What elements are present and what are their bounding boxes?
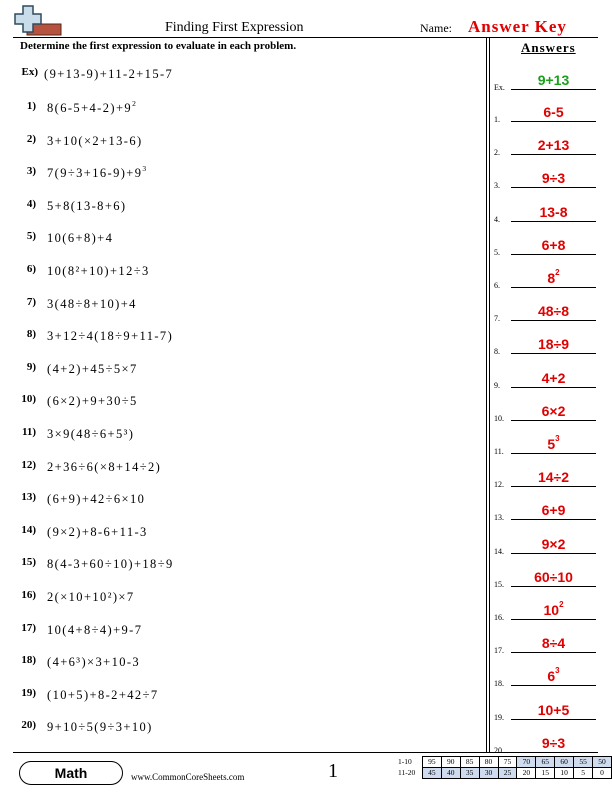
expression-text: 2+36÷6(×8+14÷2) <box>47 459 162 474</box>
problem-row <box>0 491 480 511</box>
answer-value <box>511 502 596 518</box>
answer-value <box>511 668 596 684</box>
exponent: 3 <box>555 666 560 676</box>
answer-line <box>511 254 596 255</box>
score-cell: 65 <box>536 757 555 768</box>
problem-expression <box>47 557 174 572</box>
answer-line <box>511 652 596 653</box>
score-cell: 20 <box>517 768 536 779</box>
problem-number: 5) <box>26 230 36 243</box>
problem-expression <box>47 427 134 442</box>
exponent: 2 <box>132 99 138 108</box>
answer-number: 18. <box>494 679 504 689</box>
expression-text: (4+2)+45÷5×7 <box>47 361 138 376</box>
expression-text: 8(6-5+4-2)+9 <box>47 101 133 115</box>
answer-text: 60÷10 <box>534 568 573 585</box>
answer-value <box>511 702 596 718</box>
answer-line <box>511 154 596 155</box>
website-text: www.CommonCoreSheets.com <box>131 772 245 782</box>
score-range-label: 11-20 <box>398 768 416 777</box>
answer-line <box>511 89 596 90</box>
problem-row <box>0 100 480 120</box>
instructions: Determine the first expression to evaluate in each problem. <box>20 40 297 52</box>
score-cell: 45 <box>422 768 441 779</box>
answer-line <box>511 519 596 520</box>
problem-expression <box>47 362 138 377</box>
problem-number: 15) <box>21 556 36 569</box>
problem-number: 19) <box>21 686 36 699</box>
problem-expression <box>47 134 143 149</box>
problem-expression <box>47 394 138 409</box>
problem-number: 8) <box>26 328 36 341</box>
answer-value <box>511 104 596 120</box>
answer-text: 8 <box>547 270 556 286</box>
answer-number: 13. <box>494 513 504 523</box>
problem-row <box>0 198 480 218</box>
score-cell: 60 <box>555 757 574 768</box>
answer-number: 20. <box>494 745 504 755</box>
answer-number: 3. <box>494 181 500 191</box>
answer-text: 6 <box>547 668 556 685</box>
answer-number: 8. <box>494 347 500 357</box>
answer-text: 6+8 <box>541 236 566 253</box>
problem-expression <box>47 590 135 605</box>
footer-divider <box>13 752 598 753</box>
answer-line <box>511 221 596 222</box>
answer-row <box>494 500 606 522</box>
answer-row <box>494 633 606 655</box>
answer-row <box>494 102 606 124</box>
answer-line <box>511 586 596 587</box>
expression-text: 10(4+8÷4)+9-7 <box>47 622 143 637</box>
answer-line <box>511 486 596 487</box>
answer-text: 2+13 <box>537 137 570 154</box>
answer-text: 9÷3 <box>541 734 566 751</box>
answer-value <box>511 635 596 651</box>
problem-number: 14) <box>21 523 36 536</box>
problem-expression <box>47 655 140 670</box>
problem-expression <box>47 623 142 638</box>
answer-row <box>494 700 606 722</box>
problem-number: 12) <box>21 458 36 471</box>
answer-line <box>511 287 596 288</box>
problem-row <box>0 459 480 479</box>
problem-expression <box>47 492 145 507</box>
answer-value <box>511 336 596 352</box>
expression-text: 3+12÷4(18÷9+11-7) <box>47 329 174 344</box>
problem-row <box>0 589 480 609</box>
answer-text: 6+9 <box>541 502 566 519</box>
example-answer <box>494 70 606 92</box>
worksheet-title: Finding First Expression <box>165 20 304 35</box>
plus-sign-logo-icon <box>13 4 63 38</box>
answer-value <box>511 602 596 618</box>
problem-number: 11) <box>21 426 36 438</box>
answer-value <box>511 170 596 186</box>
expression-text: 2(×10+10²)×7 <box>47 590 135 604</box>
answer-row <box>494 168 606 190</box>
answer-text: 6-5 <box>543 104 564 120</box>
score-cell: 10 <box>555 768 574 779</box>
answer-line <box>511 353 596 354</box>
answer-row <box>494 268 606 290</box>
problem-expression <box>47 297 137 312</box>
answer-value <box>511 204 596 220</box>
problem-number: 3) <box>26 165 36 178</box>
answer-number: 19. <box>494 712 504 722</box>
answer-number: 16. <box>494 613 504 622</box>
score-cell: 85 <box>460 757 479 768</box>
problem-row <box>0 230 480 250</box>
score-cell: 40 <box>441 768 460 779</box>
answer-number: 7. <box>494 314 500 324</box>
expression-text: 10(8²+10)+12÷3 <box>47 264 150 278</box>
problem-row <box>0 296 480 316</box>
answer-value: 9+13 <box>537 72 570 88</box>
problem-row <box>0 263 480 283</box>
answer-line <box>511 420 596 421</box>
problem-row <box>0 687 480 707</box>
problem-expression <box>47 199 127 214</box>
score-cell: 15 <box>536 768 555 779</box>
name-label: Name: <box>420 21 452 35</box>
expression-text: (6×2)+9+30÷5 <box>47 394 138 409</box>
answer-row <box>494 368 606 390</box>
answer-text: 5 <box>547 436 556 452</box>
answer-number: 15. <box>494 579 504 589</box>
answer-text: 14÷2 <box>537 469 570 486</box>
problem-number: 17) <box>21 621 36 634</box>
problem-number: 20) <box>21 719 36 732</box>
answer-value <box>511 237 596 253</box>
answer-row <box>494 401 606 423</box>
score-cell: 50 <box>593 757 612 768</box>
expression-text: 7(9÷3+16-9)+9 <box>47 166 143 181</box>
answer-value <box>511 536 596 552</box>
answer-row <box>494 135 606 157</box>
expression-text: 3×9(48÷6+5³) <box>47 427 135 441</box>
problem-expression <box>47 460 161 475</box>
answer-row <box>494 600 606 622</box>
problem-row <box>0 133 480 153</box>
answer-row <box>494 534 606 556</box>
answer-value <box>511 137 596 153</box>
score-cell: 95 <box>422 757 441 768</box>
answer-row <box>494 202 606 224</box>
answer-value <box>511 270 596 286</box>
expression-text: (6+9)+42÷6×10 <box>47 492 146 507</box>
problem-expression <box>47 688 159 703</box>
problem-expression <box>47 720 153 735</box>
answer-row <box>494 666 606 688</box>
answer-row <box>494 567 606 589</box>
answer-line <box>511 187 596 188</box>
score-cell: 30 <box>479 768 498 779</box>
problem-row <box>0 361 480 381</box>
problem-row <box>0 328 480 348</box>
answer-row <box>494 434 606 456</box>
problem-row <box>0 719 480 739</box>
expression-text: (10+5)+8-2+42÷7 <box>47 687 159 702</box>
answer-text: 10 <box>543 602 560 618</box>
answer-line <box>511 619 596 620</box>
score-row <box>398 757 612 768</box>
answer-line <box>511 121 596 122</box>
page-number: 1 <box>328 760 338 782</box>
exponent: 2 <box>555 268 560 277</box>
problem-expression <box>47 329 173 344</box>
expression-text: (4+6³)×3+10-3 <box>47 655 141 670</box>
answer-line <box>511 553 596 554</box>
answer-number: 4. <box>494 214 500 224</box>
expression-text: 3(48÷8+10)+4 <box>47 296 137 311</box>
example-problem <box>0 66 480 86</box>
answer-column-divider-inner <box>489 37 490 752</box>
problem-expression <box>47 166 148 181</box>
answer-value <box>511 569 596 585</box>
expression-text: 3+10(×2+13-6) <box>47 133 143 148</box>
problem-number: 10) <box>21 393 36 406</box>
header-divider <box>13 37 598 38</box>
score-cell: 0 <box>593 768 612 779</box>
expression-text: 10(6+8)+4 <box>47 231 114 246</box>
problem-row <box>0 393 480 413</box>
expression-text: 8(4-3+60÷10)+18÷9 <box>47 557 174 572</box>
score-row <box>398 768 612 779</box>
answer-number: Ex. <box>494 83 505 92</box>
answer-text: 9×2 <box>541 535 566 552</box>
problem-row <box>0 654 480 674</box>
score-cell: 70 <box>517 757 536 768</box>
answer-text: 8÷4 <box>541 635 566 652</box>
answer-text: 4+2 <box>541 369 566 386</box>
problem-number: Ex) <box>21 66 38 78</box>
expression-text: (9×2)+8-6+11-3 <box>47 524 148 539</box>
expression-text: 5+8(13-8+6) <box>47 198 127 213</box>
exponent: 2 <box>559 600 564 609</box>
problem-number: 13) <box>21 491 36 504</box>
answer-line <box>511 387 596 388</box>
answer-value <box>511 370 596 386</box>
problem-row <box>0 556 480 576</box>
problem-expression <box>47 101 137 116</box>
answer-text: 10+5 <box>537 701 570 718</box>
score-cell: 55 <box>574 757 593 768</box>
answer-number: 5. <box>494 247 500 257</box>
answer-number: 1. <box>494 115 500 124</box>
score-range-label: 1-10 <box>398 757 412 766</box>
answer-number: 10. <box>494 413 504 423</box>
answer-line <box>511 453 596 454</box>
score-cell: 75 <box>498 757 517 768</box>
problem-row <box>0 622 480 642</box>
problem-number: 7) <box>26 295 36 308</box>
answer-row <box>494 301 606 323</box>
answer-row <box>494 235 606 257</box>
problem-expression <box>47 231 113 246</box>
problem-number: 4) <box>26 197 36 210</box>
problem-number: 6) <box>26 263 36 275</box>
problem-expression <box>47 264 150 279</box>
score-cell: 5 <box>574 768 593 779</box>
exponent: 3 <box>555 434 560 443</box>
answer-number: 17. <box>494 646 504 656</box>
subject-badge: Math <box>19 761 123 785</box>
answer-text: 13-8 <box>539 203 568 220</box>
answer-line <box>511 320 596 321</box>
answer-number: 9. <box>494 380 500 390</box>
problem-row <box>0 524 480 544</box>
problem-row <box>0 426 480 446</box>
answer-line <box>511 685 596 686</box>
answer-line <box>511 719 596 720</box>
answer-value <box>511 403 596 419</box>
exponent: 3 <box>142 164 148 174</box>
problem-expression <box>47 525 148 540</box>
answers-heading: Answers <box>521 40 576 55</box>
score-table <box>398 756 612 779</box>
score-cell: 25 <box>498 768 517 779</box>
problem-expression: (9+13-9)+11-2+15-7 <box>44 67 174 81</box>
answer-number: 6. <box>494 281 500 290</box>
problem-number: 9) <box>26 360 36 373</box>
score-cell: 35 <box>460 768 479 779</box>
answer-key-label: Answer Key <box>468 17 567 36</box>
problem-number: 18) <box>21 654 36 667</box>
problem-row <box>0 165 480 185</box>
answer-row <box>494 467 606 489</box>
score-cell: 90 <box>441 757 460 768</box>
answer-number: 11. <box>494 447 504 456</box>
answer-number: 14. <box>494 546 504 556</box>
answer-number: 2. <box>494 148 500 158</box>
answer-text: 18÷9 <box>537 336 570 353</box>
answer-row <box>494 334 606 356</box>
answer-text: 9÷3 <box>541 170 566 187</box>
problem-number: 16) <box>21 589 36 601</box>
score-cell: 80 <box>479 757 498 768</box>
expression-text: 9+10÷5(9÷3+10) <box>47 720 153 735</box>
answer-text: 6×2 <box>541 402 566 419</box>
problem-number: 1) <box>26 100 36 112</box>
answer-value <box>511 469 596 485</box>
answer-value <box>511 735 596 751</box>
answer-number: 12. <box>494 480 504 490</box>
answer-value <box>511 436 596 452</box>
answer-column-divider <box>486 37 487 752</box>
problem-number: 2) <box>26 132 36 145</box>
answer-value <box>511 303 596 319</box>
answer-text: 48÷8 <box>537 303 570 320</box>
